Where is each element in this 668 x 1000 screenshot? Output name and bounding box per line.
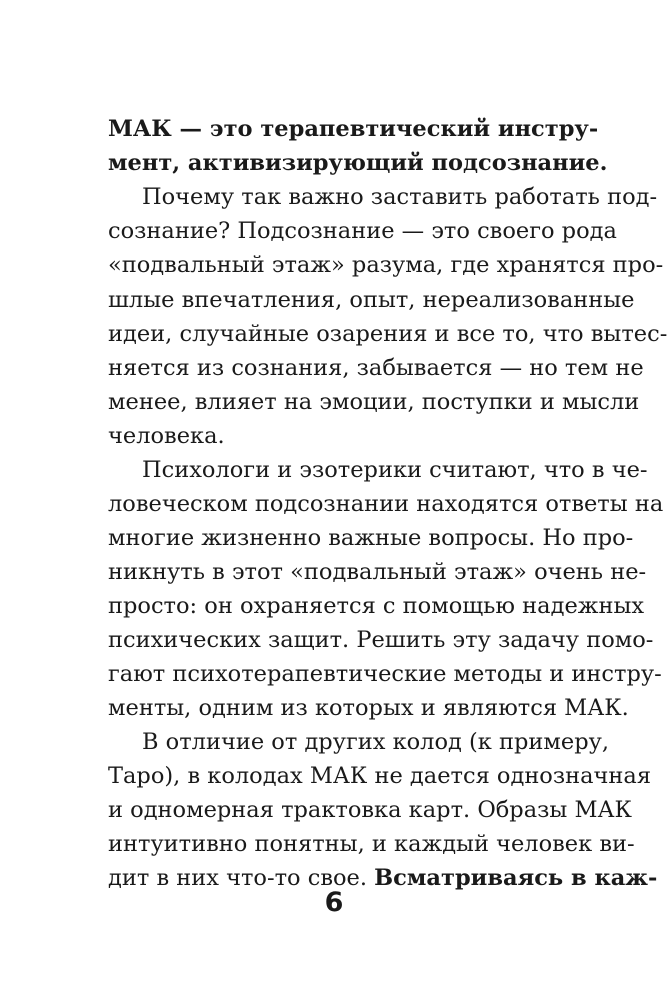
text-segment: многие жизненно важные вопросы. Но про-: [108, 525, 634, 551]
text-line: [108, 829, 635, 859]
bold-text: Всматриваясь в каж-: [374, 865, 658, 891]
text-line: [108, 557, 647, 587]
text-line: [142, 727, 610, 757]
text-line: [108, 625, 654, 655]
text-line: [108, 319, 668, 349]
text-segment: никнуть в этот «подвальный этаж» очень не-: [108, 559, 647, 585]
text-segment: интуитивно понятны, и каждый человек ви-: [108, 831, 635, 857]
text-segment: В отличие от других колод (к примеру,: [142, 729, 610, 755]
text-line: [108, 523, 634, 553]
text-segment: менты, одним из которых и являются МАК.: [108, 695, 629, 721]
page-number: 6: [324, 887, 344, 918]
text-line: [108, 114, 599, 144]
text-line: [108, 250, 664, 280]
text-segment: и одномерная трактовка карт. Образы МАК: [108, 797, 632, 823]
text-line: [108, 285, 635, 315]
text-line: [108, 421, 576, 451]
text-segment: просто: он охраняется с помощью надежных: [108, 593, 645, 619]
text-segment: менее, влияет на эмоции, поступки и мысли: [108, 389, 640, 415]
text-segment: Психологи и эзотерики считают, что в че-: [142, 457, 648, 483]
text-segment: няется из сознания, забывается — но тем не: [108, 355, 644, 381]
text-segment: сознание? Подсознание — это своего рода: [108, 218, 617, 244]
text-line: [108, 353, 644, 383]
text-line: [108, 795, 632, 825]
bold-text: МАК — это терапевтический инстру-: [108, 116, 599, 142]
text-line: [108, 148, 608, 178]
text-segment: «подвальный этаж» разума, где хранятся про-: [108, 252, 664, 278]
text-line: [108, 659, 662, 689]
text-line: [108, 216, 617, 246]
text-segment: Таро), в колодах МАК не дается однозначная: [108, 763, 652, 789]
text-segment: Почему так важно заставить работать под-: [142, 184, 658, 210]
text-segment: человека.: [108, 423, 225, 449]
text-segment: гают психотерапевтические методы и инстру-: [108, 661, 662, 687]
text-segment: дит в них что-то свое.: [108, 865, 375, 891]
bold-text: мент, активизирующий подсознание.: [108, 150, 608, 176]
text-line: [142, 182, 658, 212]
text-line: [108, 693, 629, 723]
text-segment: шлые впечатления, опыт, нереализованные: [108, 287, 635, 313]
text-line: [108, 387, 640, 417]
text-line: [108, 489, 664, 519]
text-segment: психических защит. Решить эту задачу помо-: [108, 627, 654, 653]
text-line: [142, 455, 648, 485]
text-line: [108, 591, 645, 621]
text-segment: идеи, случайные озарения и все то, что вытес-: [108, 321, 668, 347]
text-line: [108, 761, 652, 791]
text-segment: ловеческом подсознании находятся ответы на: [108, 491, 664, 517]
